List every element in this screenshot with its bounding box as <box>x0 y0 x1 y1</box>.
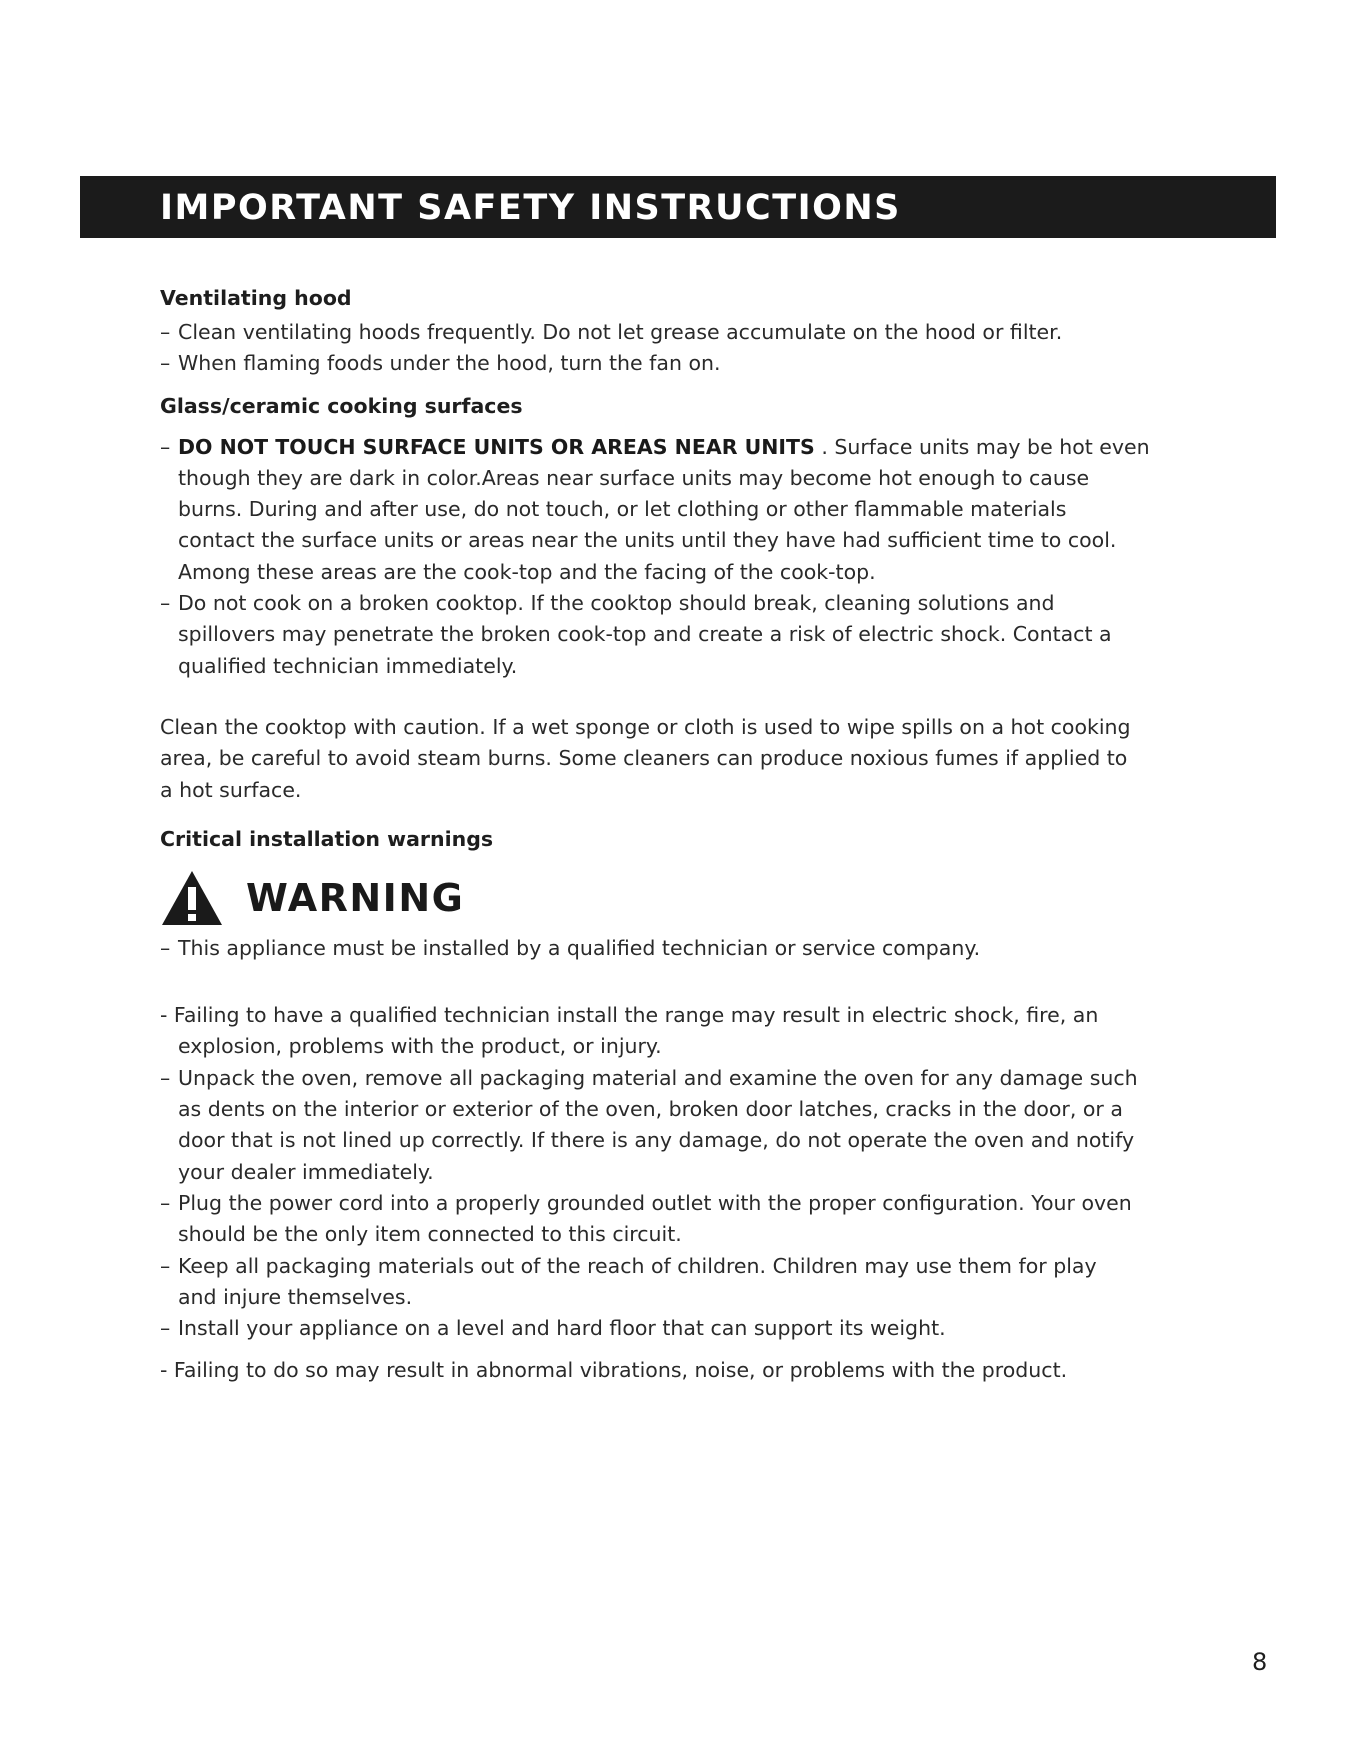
list-item <box>160 432 1190 588</box>
list-item-text: explosion, problems with the product, or injury. <box>178 1034 662 1059</box>
paragraph-line: area, be careful to avoid steam burns. Some cleaners can produce noxious fumes if applied to <box>160 746 1128 771</box>
list-item-text: Plug the power cord into a properly grounded outlet with the proper configuration. Your oven <box>178 1190 1132 1215</box>
list-item-text: Unpack the oven, remove all packaging material and examine the oven for any damage such <box>178 1065 1138 1090</box>
list-item-text: as dents on the interior or exterior of the oven, broken door latches, cracks in the door, or a <box>178 1097 1123 1122</box>
dash: – <box>160 1065 171 1090</box>
warning-triangle-icon <box>160 869 224 927</box>
list-item-text: though they are dark in color.Areas near surface units may become hot enough to cause <box>178 465 1090 490</box>
list-item-text: - Failing to have a qualified technician install the range may result in electric shock, fire, an <box>160 1003 1099 1028</box>
list-item-text: burns. During and after use, do not touch, or let clothing or other flammable materials <box>178 497 1067 522</box>
dash: – <box>160 1190 171 1215</box>
list-item-text: Do not cook on a broken cooktop. If the cooktop should break, cleaning solutions and <box>178 591 1055 616</box>
list-item <box>160 933 1190 964</box>
list-item-text: This appliance must be installed by a qualified technician or service company. <box>178 935 981 960</box>
page-content <box>160 282 1190 1387</box>
dash: – <box>160 351 171 376</box>
list-item-text: - Failing to do so may result in abnormal vibrations, noise, or problems with the product. <box>160 1358 1068 1383</box>
dash: – <box>160 434 171 459</box>
page-title: IMPORTANT SAFETY INSTRUCTIONS <box>160 188 901 228</box>
paragraph <box>160 712 1190 806</box>
dash: – <box>160 1316 171 1341</box>
list-item-text: and injure themselves. <box>178 1284 413 1309</box>
list-item-text: Install your appliance on a level and hard floor that can support its weight. <box>178 1316 946 1341</box>
list-item-text: . Surface units may be hot even <box>814 434 1150 459</box>
paragraph-line: a hot surface. <box>160 777 302 802</box>
list-item-text: qualified technician immediately. <box>178 653 518 678</box>
dash: – <box>160 935 171 960</box>
list-item <box>160 588 1190 682</box>
dash: – <box>160 320 171 344</box>
dash: – <box>160 1253 171 1278</box>
list-item <box>160 1251 1190 1314</box>
list-item-text: door that is not lined up correctly. If there is any damage, do not operate the oven and notify <box>178 1128 1135 1153</box>
list-item <box>160 1313 1190 1344</box>
list-item <box>160 317 1190 348</box>
list-item-text: spillovers may penetrate the broken cook-top and create a risk of electric shock. Contact a <box>178 622 1112 647</box>
list-item <box>160 1188 1190 1251</box>
warning-label: WARNING <box>246 875 465 920</box>
list-item-text: When flaming foods under the hood, turn the fan on. <box>178 351 721 376</box>
list-item-text: contact the surface units or areas near the units until they have had sufficient time to cool. <box>178 528 1117 553</box>
section-heading-critical-installation: Critical installation warnings <box>160 826 494 851</box>
list-item <box>160 348 1190 379</box>
list-item <box>160 1000 1190 1063</box>
list-item-text: Keep all packaging materials out of the reach of children. Children may use them for play <box>178 1253 1097 1278</box>
warning-banner <box>160 867 1190 929</box>
list-item-text: Clean ventilating hoods frequently. Do not let grease accumulate on the hood or filter. <box>178 320 1063 344</box>
header-bar <box>80 176 1276 238</box>
list-item <box>160 1355 1190 1386</box>
section-heading-glass-ceramic: Glass/ceramic cooking surfaces <box>160 393 523 418</box>
list-item-text: Among these areas are the cook-top and the facing of the cook-top. <box>178 559 876 584</box>
list-item <box>160 1063 1190 1188</box>
paragraph-line: Clean the cooktop with caution. If a wet sponge or cloth is used to wipe spills on a hot cooking <box>160 714 1131 739</box>
dash: – <box>160 591 171 616</box>
section-heading-ventilating-hood: Ventilating hood <box>160 286 352 310</box>
list-item-text: should be the only item connected to this circuit. <box>178 1222 682 1247</box>
list-item-text: your dealer immediately. <box>178 1159 434 1184</box>
emphasis-text: DO NOT TOUCH SURFACE UNITS OR AREAS NEAR UNITS <box>178 434 815 459</box>
page-number: 8 <box>1252 1648 1268 1676</box>
